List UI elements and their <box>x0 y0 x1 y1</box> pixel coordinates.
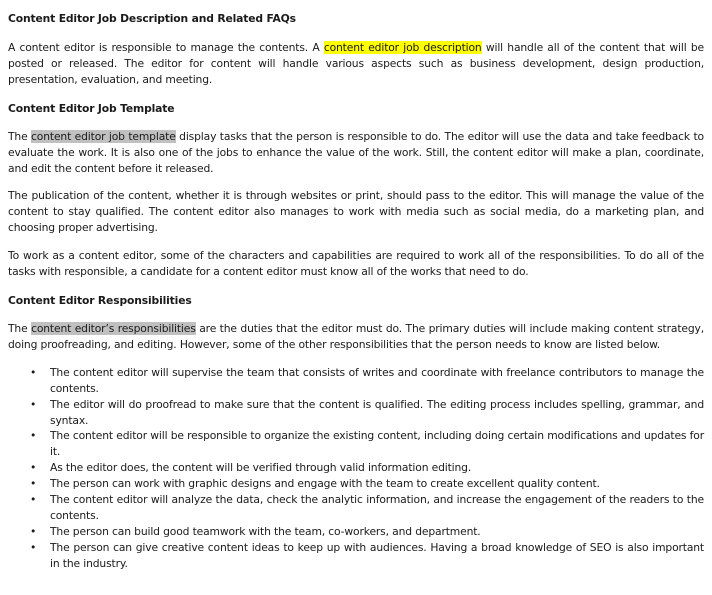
responsibilities-paragraph <box>8 321 704 353</box>
intro-paragraph <box>8 40 704 88</box>
list-item-text: The content editor will analyze the data, check the analytic information, and increase the engagement of the readers to the contents. <box>50 493 704 522</box>
list-item-text: The person can work with graphic designs and engage with the team to create excellent quality content. <box>50 477 600 491</box>
list-item <box>8 428 704 460</box>
template-text-after: display tasks that the person is responsible to do. The editor will use the data and take feedback to evaluate the work. It is also one of the jobs to enhance the value of the work. Still, the content editor will make a plan, coordinate, and edit the content before it released. <box>8 129 704 175</box>
bullet-icon: • <box>30 477 37 491</box>
bullet-icon: • <box>30 397 37 411</box>
template-text-before: The <box>8 129 32 143</box>
template-paragraph-1 <box>8 129 704 177</box>
list-item-text: The editor will do proofread to make sure that the content is qualified. The editing process includes spelling, grammar, and syntax. <box>50 397 704 427</box>
document-body <box>8 11 704 572</box>
section-heading-template: Content Editor Job Template <box>8 101 175 115</box>
bullet-icon: • <box>30 493 37 507</box>
list-item <box>8 397 704 429</box>
list-item <box>8 365 704 397</box>
list-item-text: As the editor does, the content will be verified through valid information editing. <box>50 461 472 475</box>
template-highlight-link[interactable]: content editor job template <box>31 129 176 143</box>
responsibilities-text-before: The <box>8 321 32 335</box>
list-item-text: The content editor will be responsible to organize the existing content, including doing certain modifications and updates for it. <box>50 429 704 459</box>
bullet-icon: • <box>30 461 37 475</box>
bullet-icon: • <box>30 429 37 443</box>
responsibilities-highlight-link[interactable]: content editor’s responsibilities <box>31 321 196 335</box>
list-item-text: The person can build good teamwork with the team, co-workers, and department. <box>50 524 481 538</box>
list-item <box>8 524 704 540</box>
bullet-icon: • <box>30 540 37 554</box>
bullet-icon: • <box>30 524 37 538</box>
document-title: Content Editor Job Description and Related FAQs <box>8 12 296 25</box>
intro-text-after: will handle all of the content that will be posted or released. The editor for content will handle various aspects such as business development, design production, presentation, evaluation, and meeting. <box>8 41 704 86</box>
intro-text-before: A content editor is responsible to manage the contents. A <box>8 41 324 54</box>
section-heading-responsibilities: Content Editor Responsibilities <box>8 293 192 307</box>
bullet-icon: • <box>30 365 37 379</box>
intro-highlight-link[interactable]: content editor job description <box>323 41 482 54</box>
template-paragraph-2: The publication of the content, whether it is through websites or print, should pass to the editor. This will manage the value of the content to stay qualified. The content editor also manages to work with media such as social media, do a marketing plan, and choosing proper advertising. <box>8 189 704 235</box>
list-item <box>8 492 704 524</box>
template-paragraph-3: To work as a content editor, some of the characters and capabilities are required to work all of the responsibilities. To do all of the tasks with responsible, a candidate for a content editor must know all of the works that need to do. <box>8 249 704 279</box>
responsibilities-text-after: are the duties that the editor must do. The primary duties will include making content strategy, doing proofreading, and editing. However, some of the other responsibilities that the person needs to know are listed below. <box>8 321 705 351</box>
list-item <box>8 460 704 476</box>
list-item <box>8 540 704 572</box>
list-item <box>8 476 704 492</box>
list-item-text: The content editor will supervise the team that consists of writes and coordinate with freelance contributors to manage the contents. <box>50 365 704 395</box>
list-item-text: The person can give creative content ideas to keep up with audiences. Having a broad knowledge of SEO is also important in the industry. <box>50 540 704 570</box>
responsibilities-list <box>8 365 704 572</box>
